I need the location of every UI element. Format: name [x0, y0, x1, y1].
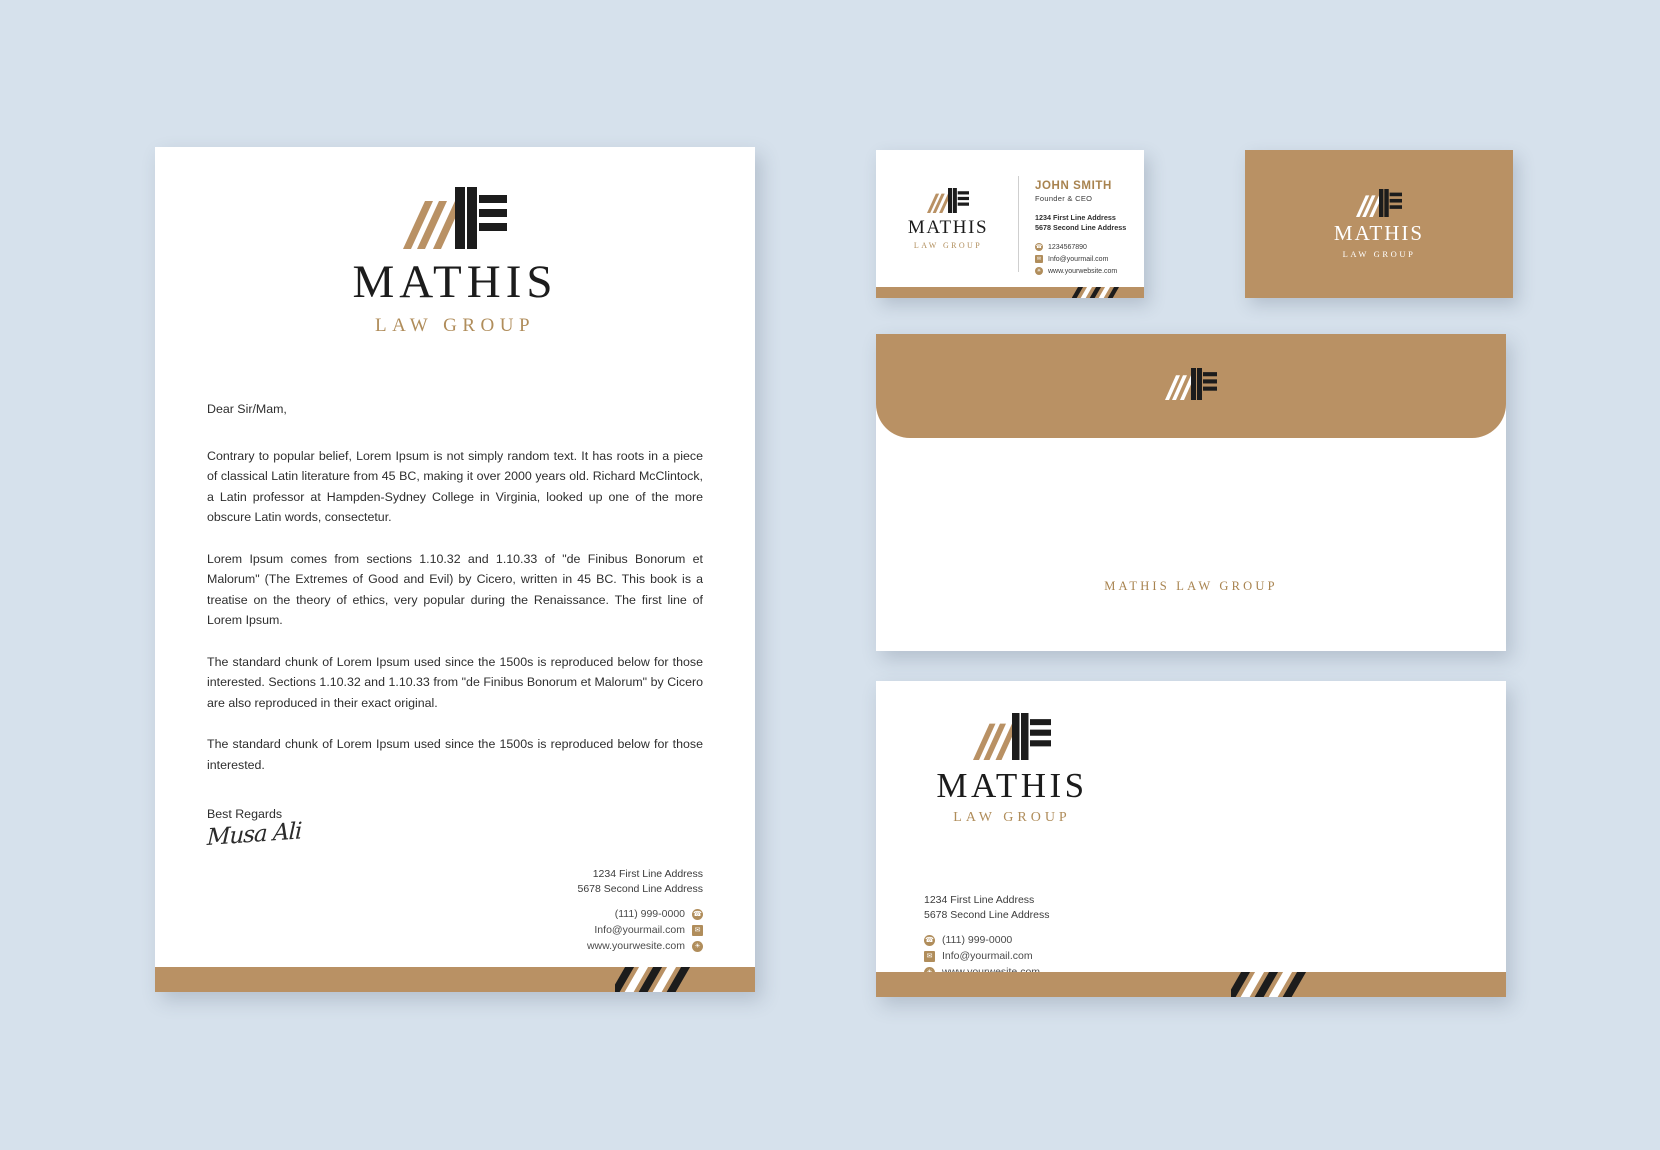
- card-address-line-2: 5678 Second Line Address: [1035, 223, 1127, 232]
- contact-website-row: [577, 938, 703, 954]
- card-website-row: [1035, 265, 1134, 277]
- brand-name: MATHIS: [907, 217, 989, 238]
- brand-subtitle: LAW GROUP: [1342, 249, 1416, 260]
- sheet-phone-value: (111) 999-0000: [942, 933, 1013, 946]
- card-person-role: Founder & CEO: [1035, 194, 1093, 203]
- card-details: [1035, 180, 1134, 277]
- sheet-footer-bar: [876, 972, 1506, 997]
- card-phone-row: [1035, 241, 1134, 253]
- business-card-back: [1245, 150, 1513, 298]
- business-card-front: [876, 150, 1144, 298]
- brand-name: MATHIS: [352, 256, 558, 308]
- letter-paragraph-1: Contrary to popular belief, Lorem Ipsum is not simply random text. It has roots in a piece of classical Latin literature from 45 BC, making it over 2000 years old. Richard McClintock, a Latin professor at Hampden-Sydney College in Virginia, looked up one of the more obscure Latin words, consectetur.: [207, 448, 703, 524]
- website-value: www.yourwesite.com: [586, 939, 685, 952]
- mathis-logo-mark-icon: [403, 187, 507, 249]
- brand-name: MATHIS: [936, 766, 1088, 805]
- contact-phone-row: [577, 906, 703, 922]
- contact-email-row: [577, 922, 703, 938]
- letter-sheet: [876, 681, 1506, 997]
- card-divider: [1018, 176, 1019, 272]
- mathis-logo-mark-icon: [1356, 189, 1402, 217]
- sheet-email-row: [924, 948, 1050, 964]
- card-website-value: www.yourwebsite.com: [1048, 267, 1118, 275]
- brand-subtitle: LAW GROUP: [953, 810, 1071, 825]
- envelope: [876, 334, 1506, 651]
- mathis-logo-mark-icon: [1165, 368, 1217, 400]
- card-logo: [898, 188, 998, 250]
- letterhead-page: [155, 147, 755, 992]
- address-line-2: 5678 Second Line Address: [577, 883, 703, 895]
- sheet-stripe-decoration: [1231, 972, 1341, 997]
- email-value: Info@yourmail.com: [594, 923, 685, 936]
- letter-salutation: Dear Sir/Mam,: [207, 402, 287, 416]
- mail-icon: ✉: [924, 951, 935, 962]
- mail-icon: ✉: [692, 925, 703, 936]
- phone-icon: ☎: [1035, 243, 1043, 250]
- letterhead-logo: [155, 187, 755, 335]
- brand-subtitle: LAW GROUP: [374, 315, 536, 336]
- card-email-value: Info@yourmail.com: [1048, 255, 1109, 263]
- brand-name: MATHIS: [1333, 221, 1425, 246]
- phone-icon: ☎: [925, 936, 934, 944]
- envelope-footer-text: MATHIS LAW GROUP: [1104, 579, 1278, 593]
- phone-icon: ☎: [693, 910, 702, 918]
- sheet-phone-row: [924, 932, 1050, 948]
- letter-signature: Musa Ali: [206, 818, 302, 852]
- sheet-address-line-2: 5678 Second Line Address: [924, 909, 1050, 921]
- globe-icon: ☀: [692, 941, 703, 952]
- letter-closing: Best Regards: [207, 807, 283, 821]
- card-person-name: JOHN SMITH: [1035, 180, 1112, 192]
- letterhead-contact-block: [577, 867, 703, 954]
- letter-paragraph-4: The standard chunk of Lorem Ipsum used since the 1500s is reproduced below for those interested.: [207, 737, 703, 772]
- sheet-logo: [924, 713, 1100, 825]
- address-line-1: 1234 First Line Address: [592, 868, 703, 880]
- globe-icon: ☀: [1036, 267, 1042, 274]
- phone-value: (111) 999-0000: [614, 907, 685, 920]
- letterhead-body: [207, 399, 703, 796]
- card-stripe-decoration: [1072, 287, 1142, 298]
- card-email-row: [1035, 253, 1134, 265]
- mathis-logo-mark-icon: [973, 713, 1051, 760]
- letter-paragraph-3: The standard chunk of Lorem Ipsum used since the 1500s is reproduced below for those interested. Sections 1.10.32 and 1.10.33 from "de Finibus Bonorum et Malorum" by Cicero are also reproduced in their exact original.: [207, 654, 703, 710]
- card-address-line-1: 1234 First Line Address: [1035, 213, 1116, 222]
- mail-icon: ✉: [1036, 255, 1042, 262]
- sheet-address-line-1: 1234 First Line Address: [924, 894, 1035, 906]
- letter-closing-block: [207, 807, 302, 851]
- letter-paragraph-2: Lorem Ipsum comes from sections 1.10.32 and 1.10.33 of "de Finibus Bonorum et Malorum" (The Extremes of Good and Evil) by Cicero, written in 45 BC. This book is a treatise on the theory of ethics, very popular during the Renaissance. The first line of Lorem Ipsum.: [207, 551, 703, 627]
- card-phone-value: 1234567890: [1048, 243, 1087, 251]
- sheet-email-value: Info@yourmail.com: [942, 949, 1033, 962]
- letterhead-stripe-decoration: [615, 967, 725, 992]
- sheet-contact-block: [924, 893, 1050, 980]
- brand-subtitle: LAW GROUP: [913, 241, 983, 250]
- mathis-logo-mark-icon: [927, 188, 969, 213]
